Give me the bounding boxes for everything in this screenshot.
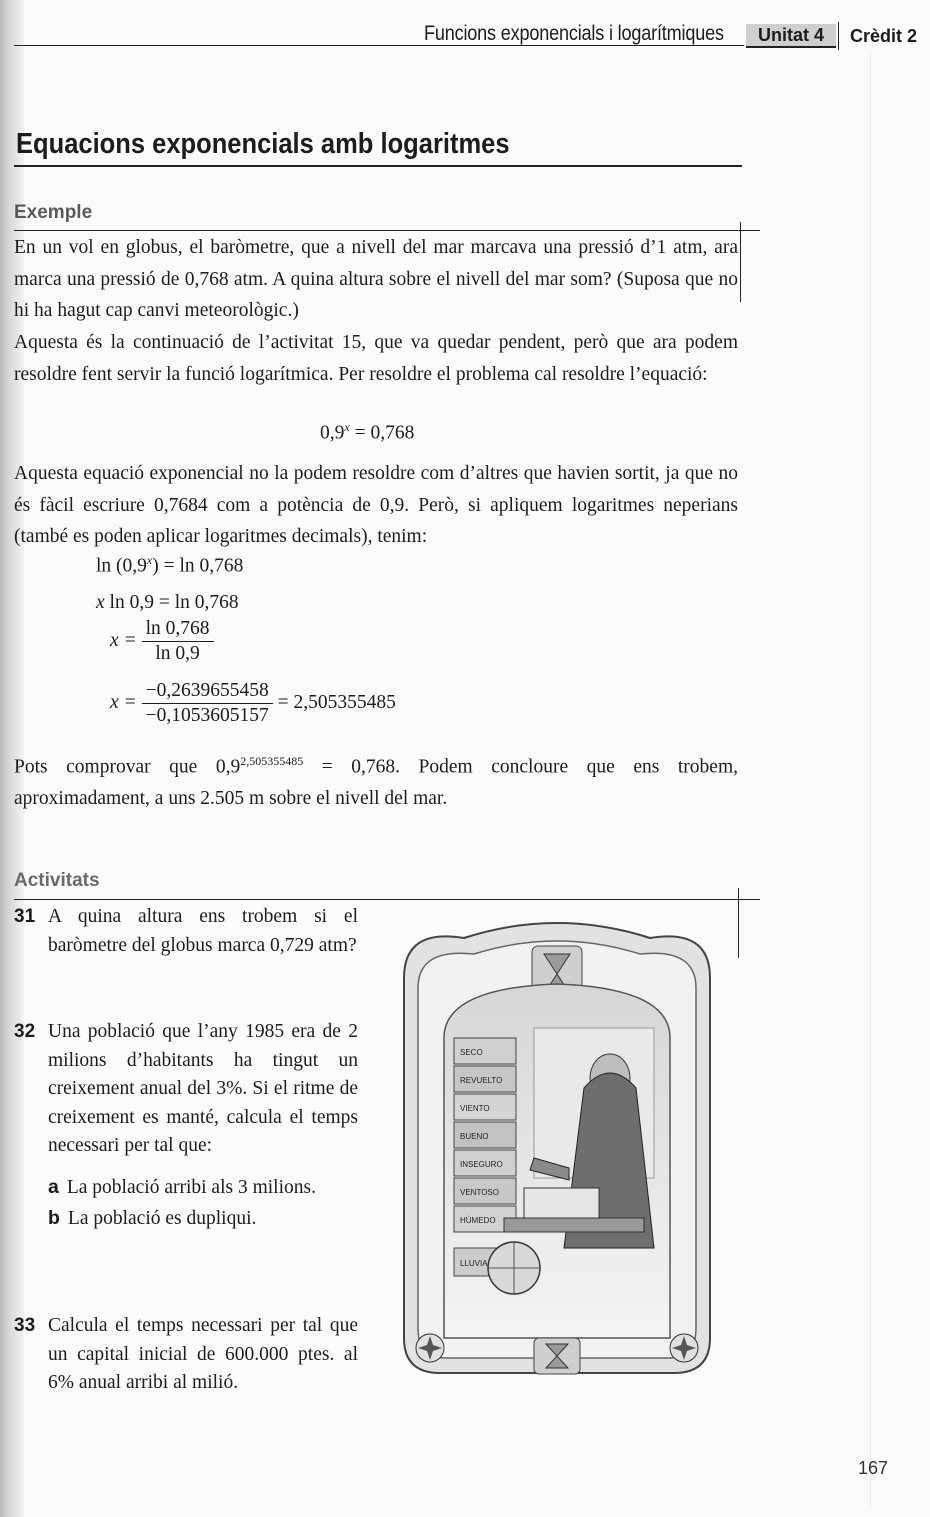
subitem-letter: b: [48, 1207, 60, 1229]
step1-exp: x: [146, 553, 153, 567]
activity-number: 31: [14, 906, 36, 927]
step1-a: ln (0,9: [96, 555, 147, 577]
book-label-viento: VIENTO: [460, 1104, 490, 1113]
activity-number: 32: [14, 1021, 36, 1042]
step-1: [96, 553, 243, 578]
subitem-text: La població es dupliqui.: [67, 1208, 257, 1229]
eq-base: 0,9: [320, 422, 345, 444]
activity-text: A quina altura ens trobem si el baròmetre del globus marca 0,729 atm?: [48, 906, 358, 956]
eq-exponent: x: [344, 420, 350, 434]
book-label-revuelto: REVUELTO: [460, 1076, 503, 1085]
step4-denominator: −0,1053605157: [145, 705, 269, 726]
page-edge: [870, 50, 871, 1510]
monk-barometer-illustration: [384, 918, 730, 1386]
step-3: [110, 618, 214, 665]
step3-fraction: [142, 618, 214, 665]
credit-label: Crèdit 2: [850, 26, 918, 46]
book-label-humedo: HÚMEDO: [460, 1216, 496, 1225]
main-equation: [320, 420, 414, 445]
section-title: Equacions exponencials amb logaritmes: [16, 128, 510, 160]
example-text: En un vol en globus, el baròmetre, que a nivell del mar marcava una pressió d’1 atm, ara marca una pressió de 0,768 atm. A quina altura sobre el nivell del mar som? (Suposa que no hi ha hagut cap canvi meteorològic.): [14, 237, 738, 321]
activity-32: [14, 1018, 358, 1234]
paragraph-logs: Aquesta equació exponencial no la podem resoldre com d’altres que havien sortit, ja que no és fàcil escriure 0,7684 com a potència de 0,9. Però, si apliquem logaritmes neperians (també es poden aplicar logaritmes decimals), tenim:: [14, 463, 738, 547]
subitem-letter: a: [48, 1175, 59, 1198]
step4-rhs: = 2,505355485: [277, 691, 396, 713]
activity-text: Una població que l’any 1985 era de 2 milions d’habitants ha tingut un creixement anual del 3%. Si el ritme de creixement es manté, calcula el temps necessari per tal que:: [48, 1021, 358, 1156]
step-4: [110, 680, 396, 727]
chapter-title: Funcions exponencials i logarítmiques: [424, 22, 724, 45]
activities-margin-line: [738, 888, 739, 958]
activity-text: Calcula el temps necessari per tal que un capital inicial de 600.000 ptes. al 6% anual arribi al milió.: [48, 1315, 358, 1393]
conclusion-a: Pots comprovar que 0,9: [14, 756, 241, 778]
step2-rest: ln 0,9 = ln 0,768: [104, 592, 239, 613]
example-rule: [14, 230, 760, 231]
example-margin-line: [740, 222, 741, 302]
book-label-bueno: BUENO: [460, 1132, 489, 1141]
page-number: 167: [858, 1458, 889, 1478]
step3-lhs: x =: [110, 629, 137, 651]
step2-x: x: [96, 592, 105, 613]
activities-rule: [14, 899, 760, 900]
conclusion-b: = 0,768. Podem concloure que ens trobem, aproximadament, a uns 2.505 m sobre el nivell del mar.: [14, 756, 738, 809]
step4-lhs: x =: [110, 691, 137, 713]
activity-33: [14, 1312, 358, 1398]
unit-badge: Unitat 4: [746, 24, 836, 48]
section-rule: [14, 165, 742, 167]
step4-numerator: −0,2639655458: [142, 680, 273, 704]
subitem-b: [48, 1204, 358, 1234]
activity-number: 33: [14, 1315, 36, 1336]
book-label-seco: SECO: [460, 1048, 483, 1057]
book-label-inseguro: INSEGURO: [460, 1160, 503, 1169]
activity-31: [14, 903, 358, 960]
activities-label: Activitats: [14, 870, 100, 891]
step3-denominator: ln 0,9: [155, 643, 200, 664]
eq-rhs: = 0,768: [349, 422, 415, 444]
paragraph-intro: Aquesta és la continuació de l’activitat 15, que va quedar pendent, però que ara podem resoldre fent servir la funció logarítmica. Per resoldre el problema cal resoldre l’equació:: [14, 332, 738, 385]
subitem-a: [48, 1173, 358, 1203]
step1-b: ) = ln 0,768: [152, 555, 244, 577]
step4-fraction: [142, 680, 273, 727]
paragraph-conclusion: [14, 746, 738, 815]
subitem-text: La població arribi als 3 milions.: [66, 1176, 316, 1198]
conclusion-exp: 2,505355485: [240, 754, 304, 768]
example-label: Exemple: [14, 202, 93, 223]
book-label-lluvia: LLUVIA: [460, 1259, 488, 1268]
book-label-ventoso: VENTOSO: [460, 1188, 499, 1197]
step-2: [96, 592, 239, 614]
header-divider: [838, 22, 839, 50]
step3-numerator: ln 0,768: [142, 618, 214, 642]
